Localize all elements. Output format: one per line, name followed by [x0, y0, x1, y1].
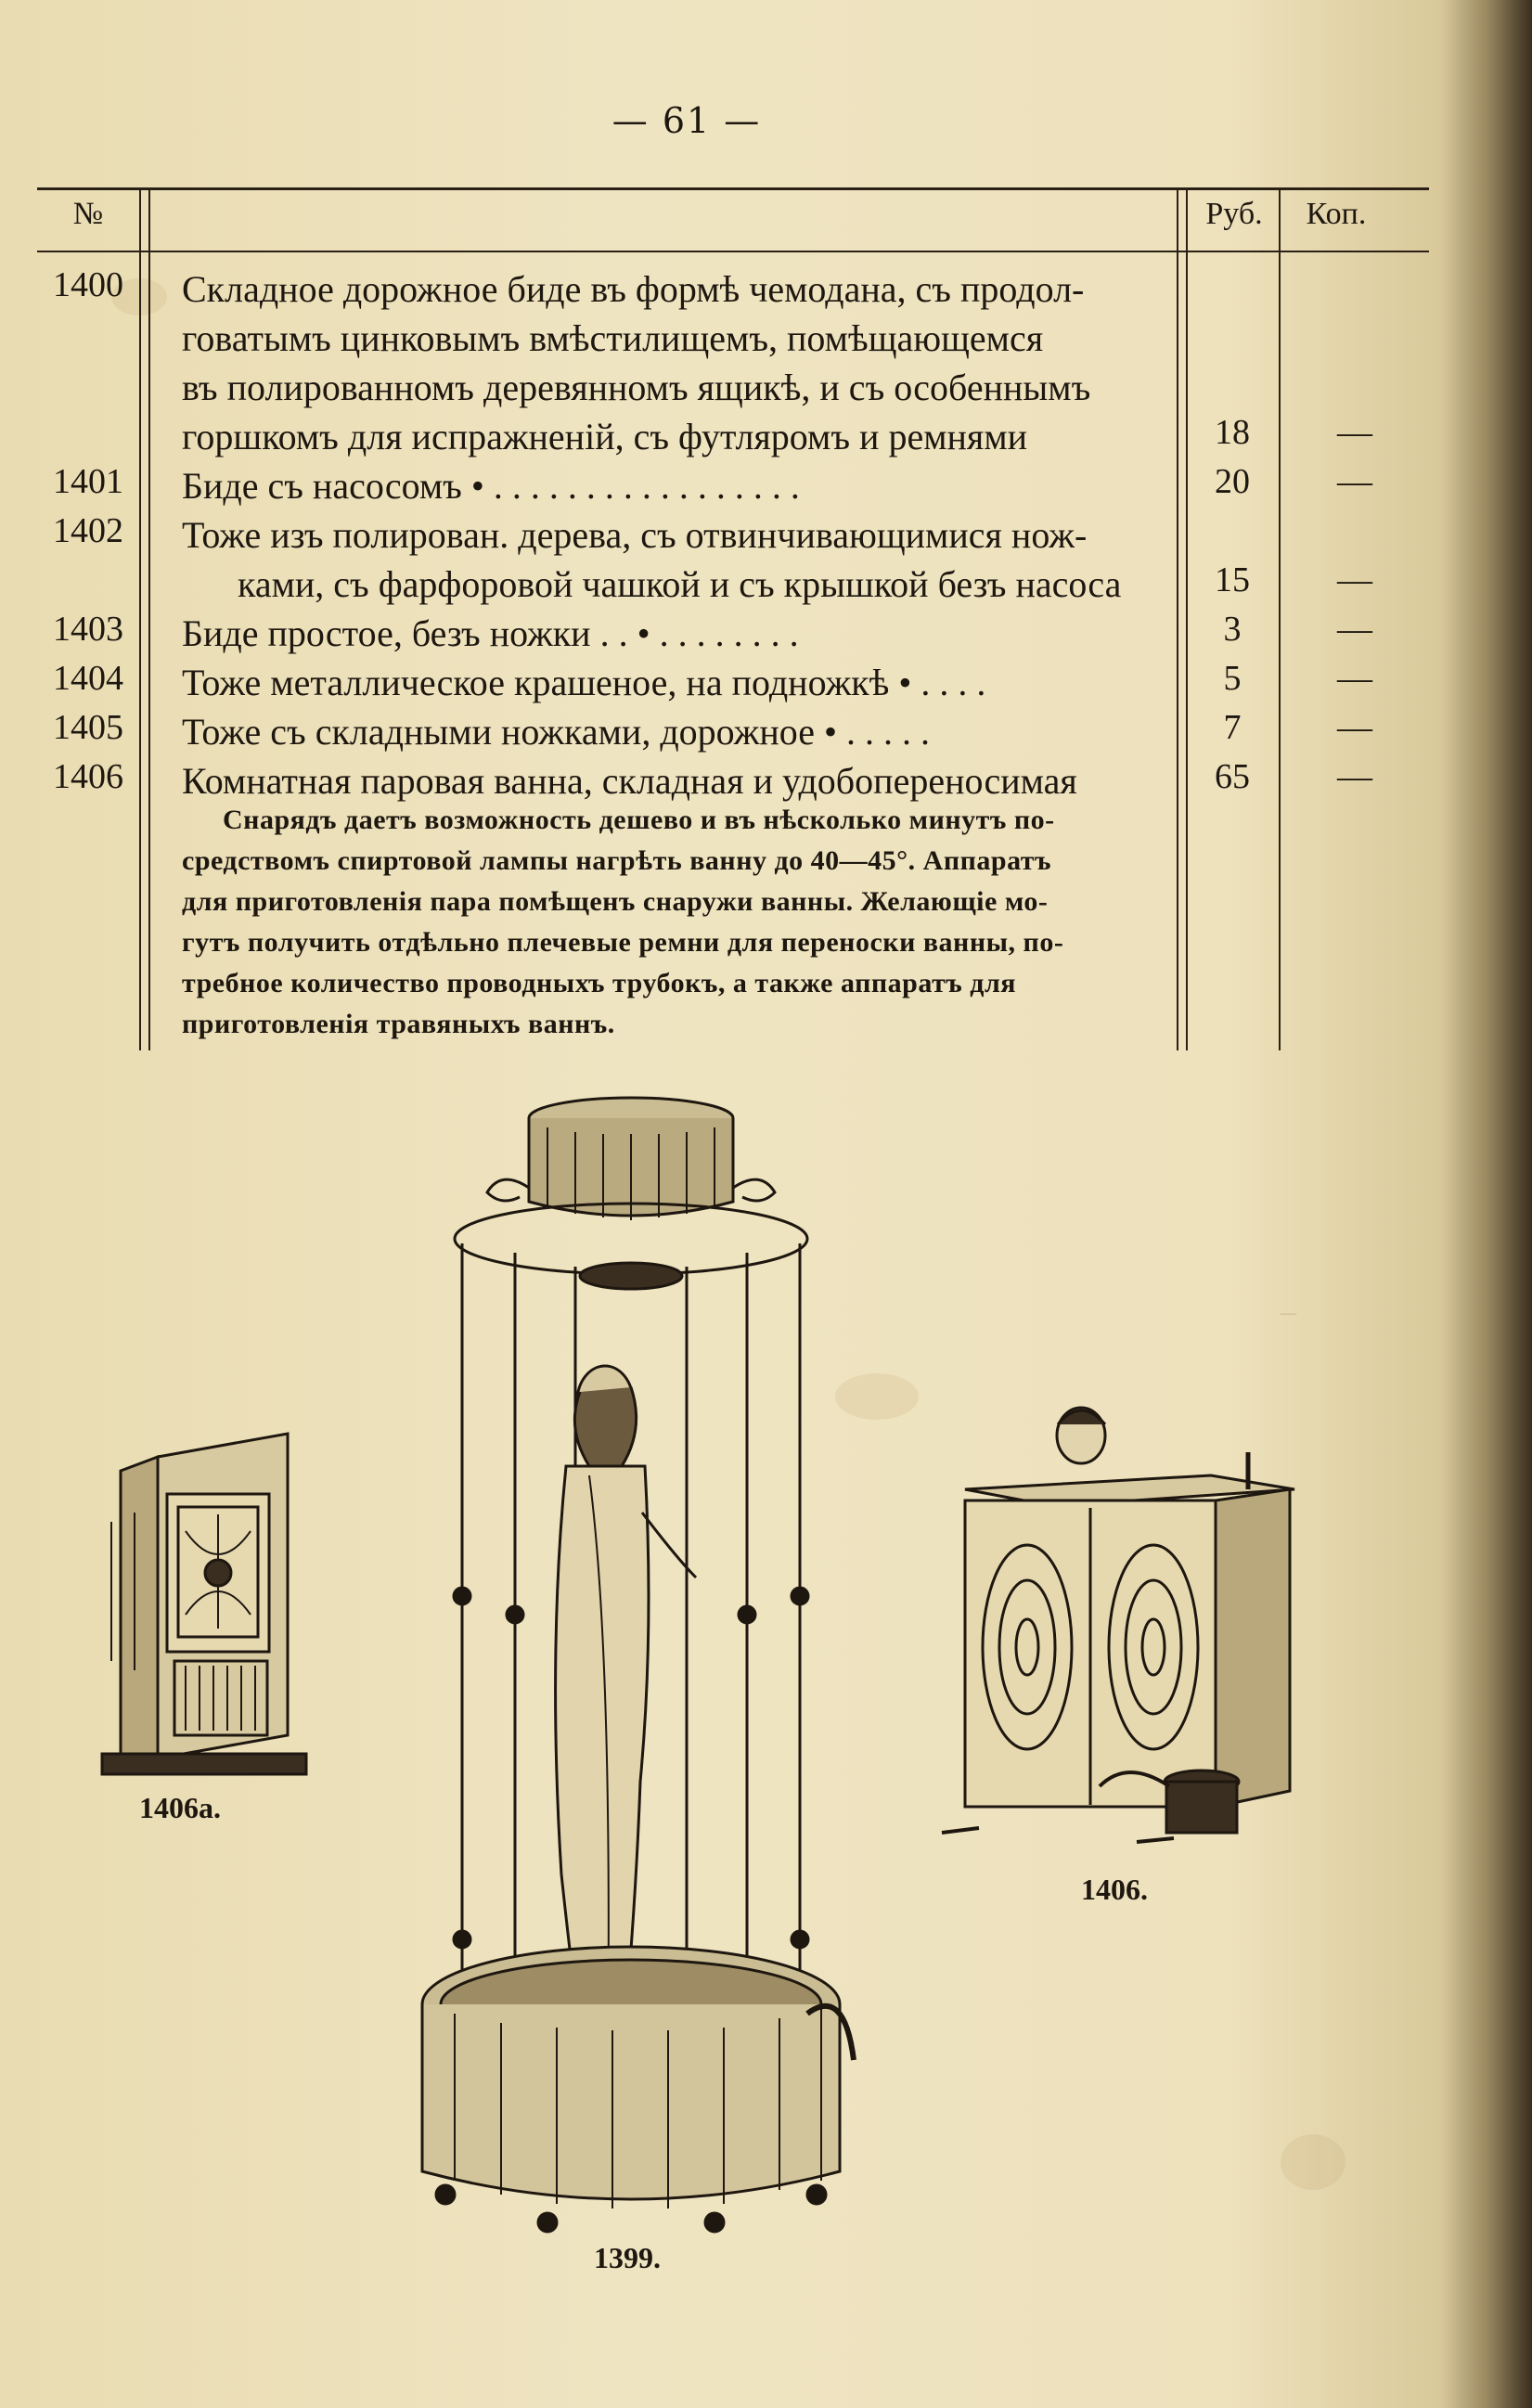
- header-kop: Коп.: [1306, 197, 1367, 231]
- item-price-rub: 65: [1215, 757, 1250, 796]
- item-price-kop: —: [1337, 560, 1372, 599]
- item-number: 1402: [53, 511, 123, 550]
- item-price-kop: —: [1337, 757, 1372, 796]
- item-1406-note: Снарядъ даетъ возможность дешево и въ нѣсколько минутъ по- средствомъ спиртовой лампы нагрѣть ванну до 40—45°. Аппаратъ для приготовленія пара помѣщенъ снаружи ванны. Желающіе мо- гутъ получить отдѣльно плечевые ремни для переноски ванны, по- требное количество проводныхъ трубокъ, а также аппаратъ для приготовленія травяныхъ ваннъ.: [182, 805, 1064, 1039]
- item-description: Тоже изъ полирован. дерева, съ отвинчивающимися нож- ками, съ фарфоровой чашкой и съ крышкой безъ насоса: [182, 514, 1122, 605]
- item-description: Комнатная паровая ванна, складная и удобопереносимая: [182, 760, 1077, 802]
- item-number: 1405: [53, 708, 123, 747]
- header-rub: Руб.: [1205, 197, 1263, 231]
- header-number: №: [72, 197, 104, 231]
- table-vline-number: [139, 187, 141, 1050]
- paper-stain: [1281, 2134, 1345, 2190]
- item-price-rub: 5: [1223, 659, 1242, 698]
- item-description: Тоже металлическое крашеное, на подножкѣ • . . . .: [182, 662, 986, 703]
- show-through-mark: ‒: [1281, 1294, 1296, 1329]
- figure-1406-caption: 1406.: [1081, 1873, 1148, 1906]
- item-number: 1406: [53, 757, 123, 796]
- figure-1399-caption: 1399.: [594, 2241, 661, 2274]
- figure-1406a-caption: 1406а.: [139, 1791, 221, 1824]
- item-price-kop: —: [1337, 413, 1372, 452]
- item-price-rub: 15: [1215, 560, 1250, 599]
- item-price-rub: 7: [1223, 708, 1242, 747]
- table-header-rule: [37, 251, 1429, 252]
- figure-1399-illustration: [399, 1076, 863, 2246]
- figure-1406a-illustration: [93, 1429, 325, 1782]
- item-description: Тоже съ складными ножками, дорожное • . . . . .: [182, 711, 930, 753]
- item-price-rub: 18: [1215, 413, 1250, 452]
- figure-1406-illustration: [923, 1397, 1304, 1851]
- item-description: Складное дорожное биде въ формѣ чемодана, съ продол- говатымъ цинковымъ вмѣстилищемъ, помѣщающемся въ полированномъ деревянномъ ящикѣ, и съ особеннымъ горшкомъ для испражненій, съ футляромъ и ремнями: [182, 268, 1091, 457]
- table-vline-number-double: [148, 187, 150, 1050]
- item-price-rub: 20: [1215, 462, 1250, 501]
- item-price-kop: —: [1337, 708, 1372, 747]
- item-number: 1401: [53, 462, 123, 501]
- item-price-kop: —: [1337, 659, 1372, 698]
- item-number: 1403: [53, 610, 123, 649]
- item-price-kop: —: [1337, 462, 1372, 501]
- item-price-rub: 3: [1223, 610, 1242, 649]
- item-description: Биде простое, безъ ножки . . • . . . . . . . .: [182, 612, 799, 654]
- page-number: — 61 —: [612, 100, 762, 141]
- table-top-rule: [37, 187, 1429, 190]
- item-price-kop: —: [1337, 610, 1372, 649]
- item-description: Биде съ насосомъ • . . . . . . . . . . . . . . . . .: [182, 465, 800, 507]
- item-number: 1400: [53, 265, 123, 304]
- item-number: 1404: [53, 659, 123, 698]
